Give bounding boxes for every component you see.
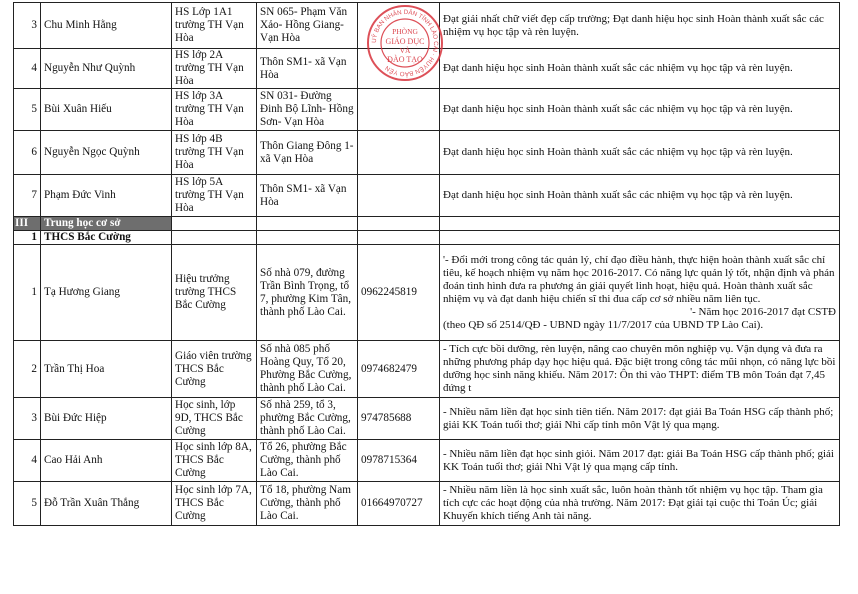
person-name: Bùi Đức Hiệp bbox=[41, 398, 172, 440]
person-address: Số nhà 079, đường Trần Bình Trọng, tổ 7, phường Kim Tân, thành phố Lào Cai. bbox=[257, 245, 358, 341]
person-name: Tạ Hương Giang bbox=[41, 245, 172, 341]
table-row bbox=[14, 175, 840, 217]
subsection-title: THCS Bắc Cường bbox=[41, 231, 172, 245]
person-name: Nguyễn Ngọc Quỳnh bbox=[41, 131, 172, 175]
person-address: Tổ 26, phường Bắc Cường, thành phố Lào Cai. bbox=[257, 440, 358, 482]
person-phone bbox=[358, 175, 440, 217]
person-address: SN 065- Phạm Văn Xảo- Hồng Giang- Vạn Hòa bbox=[257, 3, 358, 49]
row-number: 5 bbox=[14, 482, 41, 526]
person-position: HS Lớp 1A1 trường TH Vạn Hòa bbox=[172, 3, 257, 49]
person-phone bbox=[358, 131, 440, 175]
person-achievement: Đạt danh hiệu học sinh Hoàn thành xuất sắc các nhiệm vụ học tập và rèn luyện. bbox=[440, 131, 840, 175]
person-name: Cao Hải Anh bbox=[41, 440, 172, 482]
table-row bbox=[14, 482, 840, 526]
subsection-number: 1 bbox=[14, 231, 41, 245]
seal-ring-text: UỶ BAN NHÂN DÂN TỈNH LÀO CAI · HUYỆN BẢO YÊN bbox=[370, 8, 440, 78]
person-position: HS lớp 4B trường TH Vạn Hòa bbox=[172, 131, 257, 175]
row-number: 3 bbox=[14, 398, 41, 440]
person-name: Trần Thị Hoa bbox=[41, 341, 172, 398]
person-name: Đỗ Trần Xuân Thắng bbox=[41, 482, 172, 526]
subsection-header-row bbox=[14, 231, 840, 245]
table-row bbox=[14, 440, 840, 482]
person-address: Thôn SM1- xã Vạn Hòa bbox=[257, 175, 358, 217]
section-number: III bbox=[14, 217, 41, 231]
row-number: 4 bbox=[14, 440, 41, 482]
person-position: HS lớp 2A trường TH Vạn Hòa bbox=[172, 49, 257, 89]
person-address: Thôn SM1- xã Vạn Hòa bbox=[257, 49, 358, 89]
person-achievement: Đạt giải nhất chữ viết đẹp cấp trường; Đạt danh hiệu học sinh Hoàn thành xuất sắc các nhiệm vụ học tập và rèn luyện. bbox=[440, 3, 840, 49]
seal-line-1: PHÒNG bbox=[392, 27, 418, 36]
row-number: 4 bbox=[14, 49, 41, 89]
person-phone: 0978715364 bbox=[358, 440, 440, 482]
person-achievement: - Nhiều năm liền là học sinh xuất sắc, luôn hoàn thành tốt nhiệm vụ học tập. Tham gia tích cực các hoạt động của nhà trường. Năm 2017: Đạt giải tại cuộc thi Toán Úc; giải Khuyến khích tiếng Anh tài năng. bbox=[440, 482, 840, 526]
person-achievement: - Nhiều năm liền đạt học sinh tiên tiến. Năm 2017: đạt giải Ba Toán HSG cấp thành phố; giải KK Toán tuổi thơ; giải Nhì cấp tỉnh môn Vật lý qua mạng. bbox=[440, 398, 840, 440]
row-number: 1 bbox=[14, 245, 41, 341]
table-row bbox=[14, 245, 840, 341]
person-achievement: Đạt danh hiệu học sinh Hoàn thành xuất sắc các nhiệm vụ học tập và rèn luyện. bbox=[440, 89, 840, 131]
person-position: Học sinh lớp 7A, THCS Bắc Cường bbox=[172, 482, 257, 526]
row-number: 2 bbox=[14, 341, 41, 398]
row-number: 7 bbox=[14, 175, 41, 217]
person-address: Thôn Giang Đông 1- xã Vạn Hòa bbox=[257, 131, 358, 175]
person-name: Nguyễn Như Quỳnh bbox=[41, 49, 172, 89]
achievement-year: '- Năm học 2016-2017 đạt CSTĐ bbox=[690, 305, 836, 318]
person-phone: 0962245819 bbox=[358, 245, 440, 341]
section-title: Trung học cơ sở bbox=[41, 217, 172, 231]
person-position: Học sinh lớp 8A, THCS Bắc Cường bbox=[172, 440, 257, 482]
person-position: HS lớp 3A trường TH Vạn Hòa bbox=[172, 89, 257, 131]
person-phone bbox=[358, 89, 440, 131]
row-number: 3 bbox=[14, 3, 41, 49]
section-header-row bbox=[14, 217, 840, 231]
person-address: Tổ 18, phường Nam Cường, thành phố Lào Cai. bbox=[257, 482, 358, 526]
person-phone: 0974682479 bbox=[358, 341, 440, 398]
table-row bbox=[14, 398, 840, 440]
person-phone: 974785688 bbox=[358, 398, 440, 440]
person-address: Số nhà 085 phố Hoàng Quy, Tổ 20, Phường Bắc Cường, thành phố Lào Cai. bbox=[257, 341, 358, 398]
official-seal bbox=[365, 3, 445, 83]
person-position: Hiệu trưởng trường THCS Bắc Cường bbox=[172, 245, 257, 341]
person-position: HS lớp 5A trường TH Vạn Hòa bbox=[172, 175, 257, 217]
achievement-text: '- Đổi mới trong công tác quản lý, chỉ đạo điều hành, thực hiện hoàn thành xuất sắc chỉ tiêu, kế hoạch nhiệm vụ năm học 2016-2017. Có năng lực quản lý tốt, nhận định và phán đoán tình hình đưa ra phương án giải quyết linh hoạt, hiệu quả. Hoàn thành xuất sắc nhiệm vụ và đạt danh hiệu chiến sĩ thi đua cấp cơ sở nhiều năm liên tục. bbox=[443, 253, 835, 305]
person-name: Chu Minh Hằng bbox=[41, 3, 172, 49]
person-address: SN 031- Đường Đinh Bộ Lĩnh- Hồng Sơn- Vạn Hòa bbox=[257, 89, 358, 131]
table-row bbox=[14, 131, 840, 175]
seal-line-4: ĐÀO TẠO bbox=[387, 55, 423, 64]
row-number: 5 bbox=[14, 89, 41, 131]
person-address: Số nhà 259, tổ 3, phường Bắc Cường, thành phố Lào Cai. bbox=[257, 398, 358, 440]
person-achievement: Đạt danh hiệu học sinh Hoàn thành xuất sắc các nhiệm vụ học tập và rèn luyện. bbox=[440, 49, 840, 89]
table-row bbox=[14, 341, 840, 398]
table-row bbox=[14, 89, 840, 131]
seal-line-3: VÀ bbox=[399, 46, 411, 55]
seal-line-2: GIÁO DỤC bbox=[385, 37, 425, 46]
person-phone: 01664970727 bbox=[358, 482, 440, 526]
person-name: Bùi Xuân Hiếu bbox=[41, 89, 172, 131]
person-position: Học sinh, lớp 9D, THCS Bắc Cường bbox=[172, 398, 257, 440]
person-achievement bbox=[440, 245, 840, 341]
person-achievement: - Nhiều năm liền đạt học sinh giỏi. Năm 2017 đạt: giải Ba Toán HSG cấp thành phố; giải KK Toán tuổi thơ; giải Nhì Vật lý qua mạng cấp tỉnh. bbox=[440, 440, 840, 482]
person-name: Phạm Đức Vinh bbox=[41, 175, 172, 217]
row-number: 6 bbox=[14, 131, 41, 175]
person-position: Giáo viên trường THCS Bắc Cường bbox=[172, 341, 257, 398]
achievement-decision: (theo QĐ số 2514/QĐ - UBND ngày 11/7/2017 của UBND TP Lào Cai). bbox=[443, 318, 764, 331]
person-achievement: Đạt danh hiệu học sinh Hoàn thành xuất sắc các nhiệm vụ học tập và rèn luyện. bbox=[440, 175, 840, 217]
person-achievement: - Tích cực bồi dưỡng, rèn luyện, nâng cao chuyên môn nghiệp vụ. Vận dụng và đưa ra những phương pháp dạy học hiệu quả. Đặc biệt trong công tác mũi nhọn, có năng lực bồi dưỡng học sinh năng khiếu. Năm 2017: Ôn thi vào THPT: điểm TB môn Toán đạt 7,45 đứng t bbox=[440, 341, 840, 398]
